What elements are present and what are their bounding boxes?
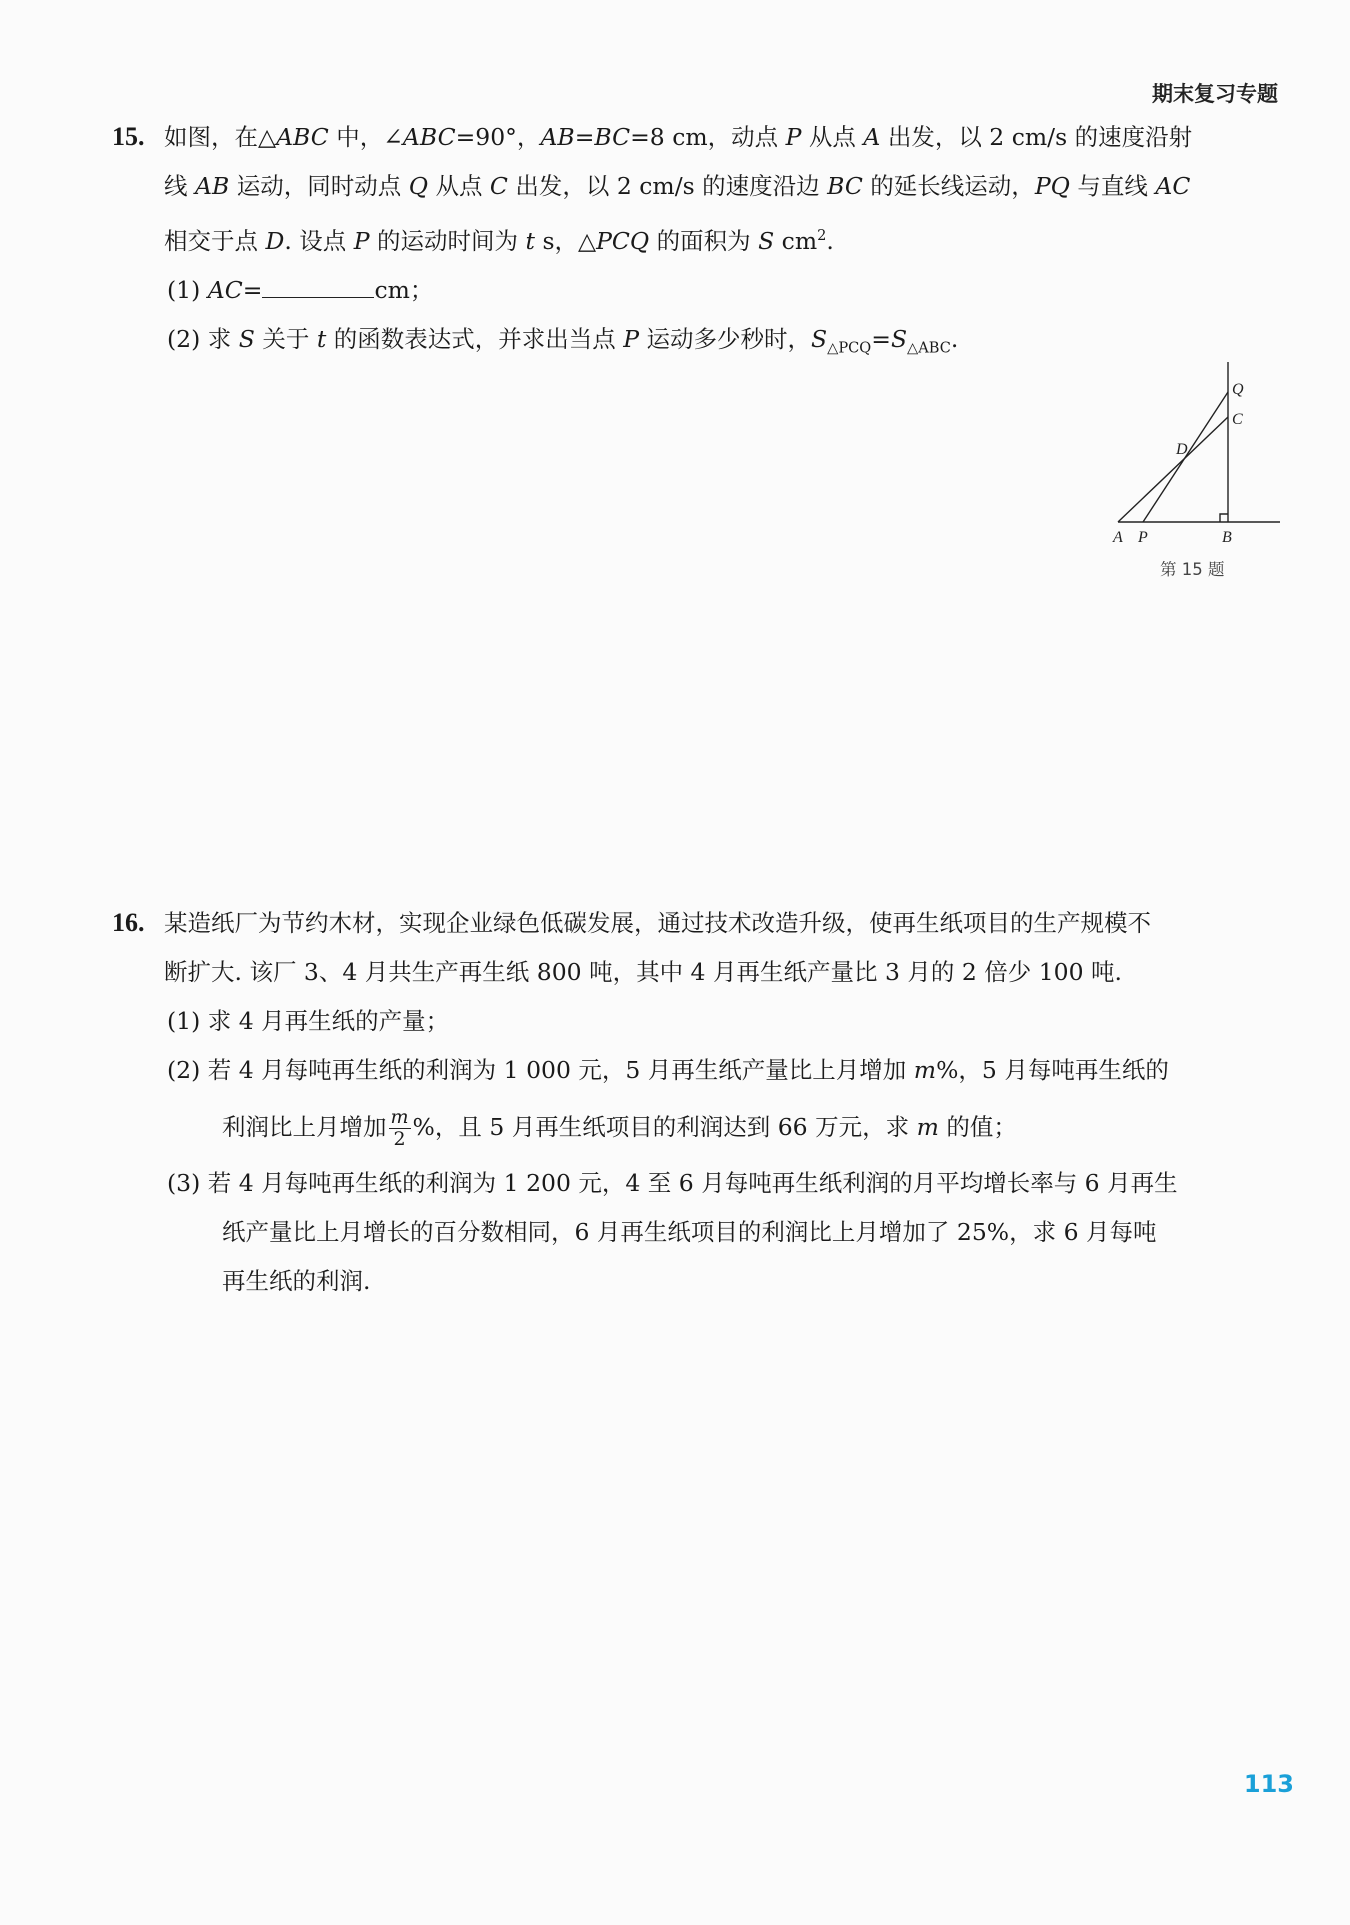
label-d: D <box>1176 441 1188 458</box>
stem-line-1: 15. 如图，在△ABC 中，∠ABC=90°，AB=BC=8 cm，动点 P 从点 A 出发，以 2 cm/s 的速度沿射 <box>112 112 1282 162</box>
answer-blank[interactable] <box>262 275 374 298</box>
problem-15-stem <box>112 112 1282 266</box>
sub-question-2: (2) 求 S 关于 t 的函数表达式，并求出当点 P 运动多少秒时，$S_{\triangle PCQ}=S_{\triangle ABC}$. <box>167 324 959 357</box>
problem-number: 15. <box>112 122 145 151</box>
sub-question-1: (1) AC= cm； <box>167 275 434 304</box>
section-header: 期末复习专题 <box>1152 82 1278 106</box>
line-ac <box>1118 417 1228 522</box>
label-q: Q <box>1232 381 1244 398</box>
geometry-figure <box>1110 362 1290 552</box>
problem-15 <box>112 112 1282 373</box>
right-angle-mark <box>1220 514 1228 522</box>
label-a: A <box>1113 529 1123 546</box>
stem-line-1: 16. 某造纸厂为节约木材，实现企业绿色低碳发展，通过技术改造升级，使再生纸项目的生产规模不 <box>112 898 1282 948</box>
label-p: P <box>1138 529 1148 546</box>
fraction-m-over-2: $\frac{m}{2}$ <box>390 1106 409 1150</box>
problem-16-stem <box>112 898 1282 997</box>
sub-question-1: (1) 求 4 月再生纸的产量； <box>167 1007 450 1035</box>
label-c: C <box>1232 411 1243 428</box>
label-b: B <box>1222 529 1232 546</box>
sub-question-3: (3) 若 4 月每吨再生纸的利润为 1 200 元，4 至 6 月每吨再生纸利润的月平均增长率与 6 月再生 纸产量比上月增长的百分数相同，6 月再生纸项目的利润比上月增加了 25%，求 6 月每吨 再生纸的利润. <box>167 1169 1178 1295</box>
problem-number: 16. <box>112 908 145 937</box>
stem-line-2: 线 AB 运动，同时动点 Q 从点 C 出发，以 2 cm/s 的速度沿边 BC 的延长线运动，PQ 与直线 AC <box>164 172 1191 200</box>
stem-line-3: 相交于点 D. 设点 P 的运动时间为 t s，△PCQ 的面积为 S $cm^2$. <box>164 226 834 255</box>
page-number: 113 <box>1243 1770 1294 1798</box>
figure-caption: 第 15 题 <box>1160 560 1225 579</box>
sub-question-2: (2) 若 4 月每吨再生纸的利润为 1 000 元，5 月再生纸产量比上月增加 m%，5 月每吨再生纸的 利润比上月增加 $\frac{m}{2}$ %，且 5 月再生纸项目的利润达到 66 万元，求 m 的值； <box>167 1056 1169 1150</box>
problem-16 <box>112 898 1282 1306</box>
stem-line-2: 断扩大. 该厂 3、4 月共生产再生纸 800 吨，其中 4 月再生纸产量比 3 月的 2 倍少 100 吨. <box>164 958 1123 986</box>
